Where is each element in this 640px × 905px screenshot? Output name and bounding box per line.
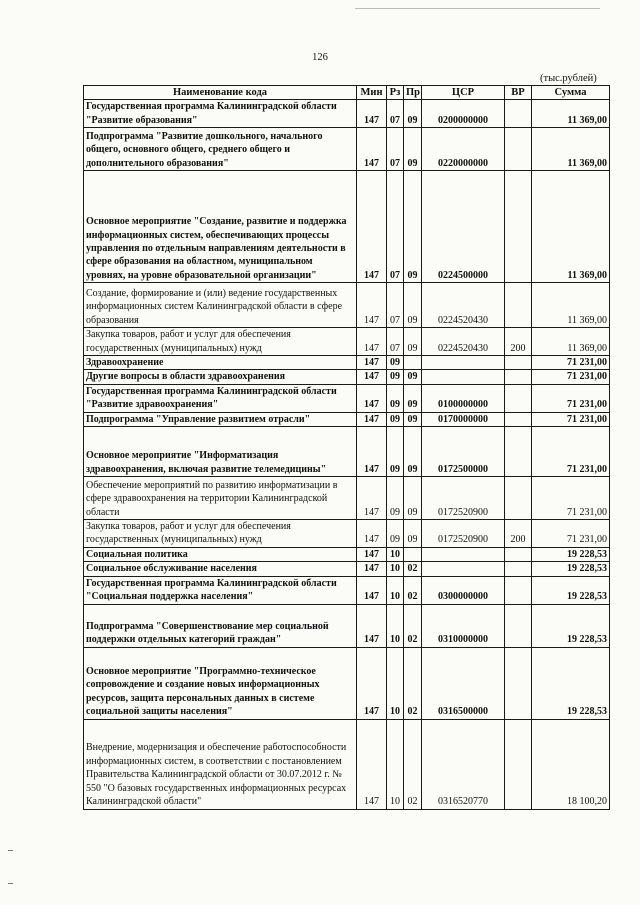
cell-rz: 07: [387, 128, 404, 171]
cell-pr: 09: [404, 412, 422, 426]
cell-vr: [505, 128, 532, 171]
header-csr: ЦСР: [422, 86, 505, 100]
cell-vr: 200: [505, 328, 532, 356]
cell-pr: 02: [404, 719, 422, 809]
header-name: Наименование кода: [84, 86, 357, 100]
cell-rz: 09: [387, 477, 404, 520]
cell-csr: 0170000000: [422, 412, 505, 426]
cell-vr: [505, 562, 532, 576]
table-row: [84, 328, 610, 356]
cell-min: 147: [357, 412, 387, 426]
cell-vr: [505, 547, 532, 561]
cell-csr: 0300000000: [422, 576, 505, 604]
header-pr: Пр: [404, 86, 422, 100]
cell-name: Обеспечение мероприятий по развитию информатизации в сфере здравоохранения на территории Калининградской области: [84, 477, 357, 520]
cell-pr: 09: [404, 171, 422, 283]
cell-vr: [505, 283, 532, 328]
cell-vr: [505, 171, 532, 283]
cell-pr: 09: [404, 100, 422, 128]
cell-csr: 0172520900: [422, 520, 505, 548]
cell-vr: [505, 370, 532, 384]
cell-name: Государственная программа Калининградской области "Социальная поддержка населения": [84, 576, 357, 604]
cell-csr: [422, 370, 505, 384]
cell-name: Основное мероприятие "Создание, развитие и поддержка информационных систем, обеспечивающих процессы управления по отдельным направлениям деятельности в сфере образования на областном, муниципальном уровнях, на уровне образовательной организации": [84, 171, 357, 283]
cell-pr: 09: [404, 477, 422, 520]
cell-vr: [505, 384, 532, 412]
cell-rz: 10: [387, 647, 404, 719]
table-row: [84, 370, 610, 384]
cell-csr: 0224520430: [422, 283, 505, 328]
cell-name: Подпрограмма "Управление развитием отрасли": [84, 412, 357, 426]
cell-sum: 11 369,00: [532, 283, 610, 328]
header-vr: ВР: [505, 86, 532, 100]
cell-vr: [505, 477, 532, 520]
cell-csr: 0316500000: [422, 647, 505, 719]
cell-pr: 09: [404, 370, 422, 384]
cell-pr: 09: [404, 520, 422, 548]
cell-min: 147: [357, 427, 387, 477]
cell-rz: 07: [387, 100, 404, 128]
cell-rz: 07: [387, 171, 404, 283]
cell-min: 147: [357, 370, 387, 384]
cell-sum: 11 369,00: [532, 128, 610, 171]
cell-pr: 02: [404, 604, 422, 647]
table-row: [84, 562, 610, 576]
cell-rz: 09: [387, 427, 404, 477]
cell-name: Здравоохранение: [84, 356, 357, 370]
cell-name: Подпрограмма "Развитие дошкольного, начального общего, основного общего, среднего общего и дополнительного образования": [84, 128, 357, 171]
cell-sum: 71 231,00: [532, 412, 610, 426]
header-min: Мин: [357, 86, 387, 100]
cell-sum: 71 231,00: [532, 356, 610, 370]
table-row: [84, 427, 610, 477]
table-row: [84, 547, 610, 561]
cell-rz: 09: [387, 370, 404, 384]
cell-min: 147: [357, 171, 387, 283]
cell-vr: [505, 100, 532, 128]
table-row: [84, 283, 610, 328]
cell-min: 147: [357, 128, 387, 171]
cell-csr: 0224500000: [422, 171, 505, 283]
table-row: [84, 128, 610, 171]
cell-pr: 09: [404, 427, 422, 477]
cell-vr: [505, 356, 532, 370]
cell-rz: 09: [387, 384, 404, 412]
cell-rz: 09: [387, 412, 404, 426]
cell-sum: 71 231,00: [532, 427, 610, 477]
cell-csr: 0100000000: [422, 384, 505, 412]
margin-mark: [8, 883, 13, 884]
cell-pr: 09: [404, 128, 422, 171]
budget-table: [83, 85, 610, 810]
cell-name: Социальная политика: [84, 547, 357, 561]
cell-sum: 18 100,20: [532, 719, 610, 809]
cell-rz: 09: [387, 356, 404, 370]
cell-rz: 10: [387, 604, 404, 647]
cell-min: 147: [357, 520, 387, 548]
cell-pr: [404, 547, 422, 561]
cell-min: 147: [357, 547, 387, 561]
cell-rz: 07: [387, 283, 404, 328]
cell-name: Государственная программа Калининградской области "Развитие образования": [84, 100, 357, 128]
cell-sum: 19 228,53: [532, 647, 610, 719]
cell-csr: 0172500000: [422, 427, 505, 477]
cell-pr: 09: [404, 283, 422, 328]
cell-csr: 0310000000: [422, 604, 505, 647]
table-row: [84, 384, 610, 412]
cell-rz: 10: [387, 719, 404, 809]
table-row: [84, 576, 610, 604]
table-row: [84, 477, 610, 520]
cell-csr: [422, 547, 505, 561]
header-sum: Сумма: [532, 86, 610, 100]
cell-min: 147: [357, 647, 387, 719]
cell-rz: 10: [387, 547, 404, 561]
cell-vr: [505, 576, 532, 604]
cell-name: Создание, формирование и (или) ведение государственных информационных систем Калининградской области в сфере образования: [84, 283, 357, 328]
cell-min: 147: [357, 562, 387, 576]
cell-min: 147: [357, 356, 387, 370]
cell-vr: [505, 647, 532, 719]
cell-sum: 19 228,53: [532, 576, 610, 604]
header-row: [84, 86, 610, 100]
cell-vr: 200: [505, 520, 532, 548]
table-row: [84, 647, 610, 719]
cell-csr: 0316520770: [422, 719, 505, 809]
cell-pr: 09: [404, 328, 422, 356]
margin-mark: [8, 850, 13, 851]
cell-name: Основное мероприятие "Программно-техническое сопровождение и создание новых информационных ресурсов, защита персональных данных в системе социальной защиты населения": [84, 647, 357, 719]
cell-sum: 19 228,53: [532, 604, 610, 647]
cell-vr: [505, 412, 532, 426]
cell-name: Закупка товаров, работ и услуг для обеспечения государственных (муниципальных) нужд: [84, 520, 357, 548]
cell-vr: [505, 427, 532, 477]
cell-name: Социальное обслуживание населения: [84, 562, 357, 576]
cell-name: Основное мероприятие "Информатизация здравоохранения, включая развитие телемедицины": [84, 427, 357, 477]
page-number: 126: [312, 52, 328, 63]
cell-rz: 10: [387, 562, 404, 576]
cell-sum: 19 228,53: [532, 547, 610, 561]
cell-min: 147: [357, 576, 387, 604]
cell-rz: 09: [387, 520, 404, 548]
cell-min: 147: [357, 283, 387, 328]
cell-pr: 02: [404, 562, 422, 576]
cell-pr: 02: [404, 576, 422, 604]
cell-name: Другие вопросы в области здравоохранения: [84, 370, 357, 384]
cell-rz: 10: [387, 576, 404, 604]
cell-csr: [422, 356, 505, 370]
cell-sum: 71 231,00: [532, 477, 610, 520]
cell-csr: 0200000000: [422, 100, 505, 128]
cell-pr: 09: [404, 384, 422, 412]
cell-min: 147: [357, 384, 387, 412]
cell-name: Государственная программа Калининградской области "Развитие здравоохранения": [84, 384, 357, 412]
cell-min: 147: [357, 100, 387, 128]
table-row: [84, 356, 610, 370]
cell-vr: [505, 604, 532, 647]
cell-name: Внедрение, модернизация и обеспечение работоспособности информационных систем, в соответствии с постановлением Правительства Калининградской области от 30.07.2012 г. № 550 "О базовых государственных информационных ресурсах Калининградской области": [84, 719, 357, 809]
cell-min: 147: [357, 604, 387, 647]
cell-csr: 0224520430: [422, 328, 505, 356]
table-row: [84, 412, 610, 426]
cell-rz: 07: [387, 328, 404, 356]
table-row: [84, 171, 610, 283]
table-row: [84, 719, 610, 809]
cell-pr: [404, 356, 422, 370]
table-row: [84, 100, 610, 128]
cell-sum: 19 228,53: [532, 562, 610, 576]
table-row: [84, 604, 610, 647]
header-rz: Рз: [387, 86, 404, 100]
table-row: [84, 520, 610, 548]
cell-csr: 0172520900: [422, 477, 505, 520]
cell-name: Подпрограмма "Совершенствование мер социальной поддержки отдельных категорий граждан": [84, 604, 357, 647]
cell-min: 147: [357, 328, 387, 356]
cell-sum: 11 369,00: [532, 100, 610, 128]
top-rule: [355, 8, 600, 9]
cell-csr: [422, 562, 505, 576]
cell-sum: 71 231,00: [532, 384, 610, 412]
cell-sum: 11 369,00: [532, 171, 610, 283]
cell-sum: 71 231,00: [532, 520, 610, 548]
cell-vr: [505, 719, 532, 809]
cell-min: 147: [357, 477, 387, 520]
cell-sum: 11 369,00: [532, 328, 610, 356]
cell-sum: 71 231,00: [532, 370, 610, 384]
cell-pr: 02: [404, 647, 422, 719]
cell-min: 147: [357, 719, 387, 809]
cell-name: Закупка товаров, работ и услуг для обеспечения государственных (муниципальных) нужд: [84, 328, 357, 356]
unit-label: (тыс.рублей): [540, 73, 597, 84]
cell-csr: 0220000000: [422, 128, 505, 171]
